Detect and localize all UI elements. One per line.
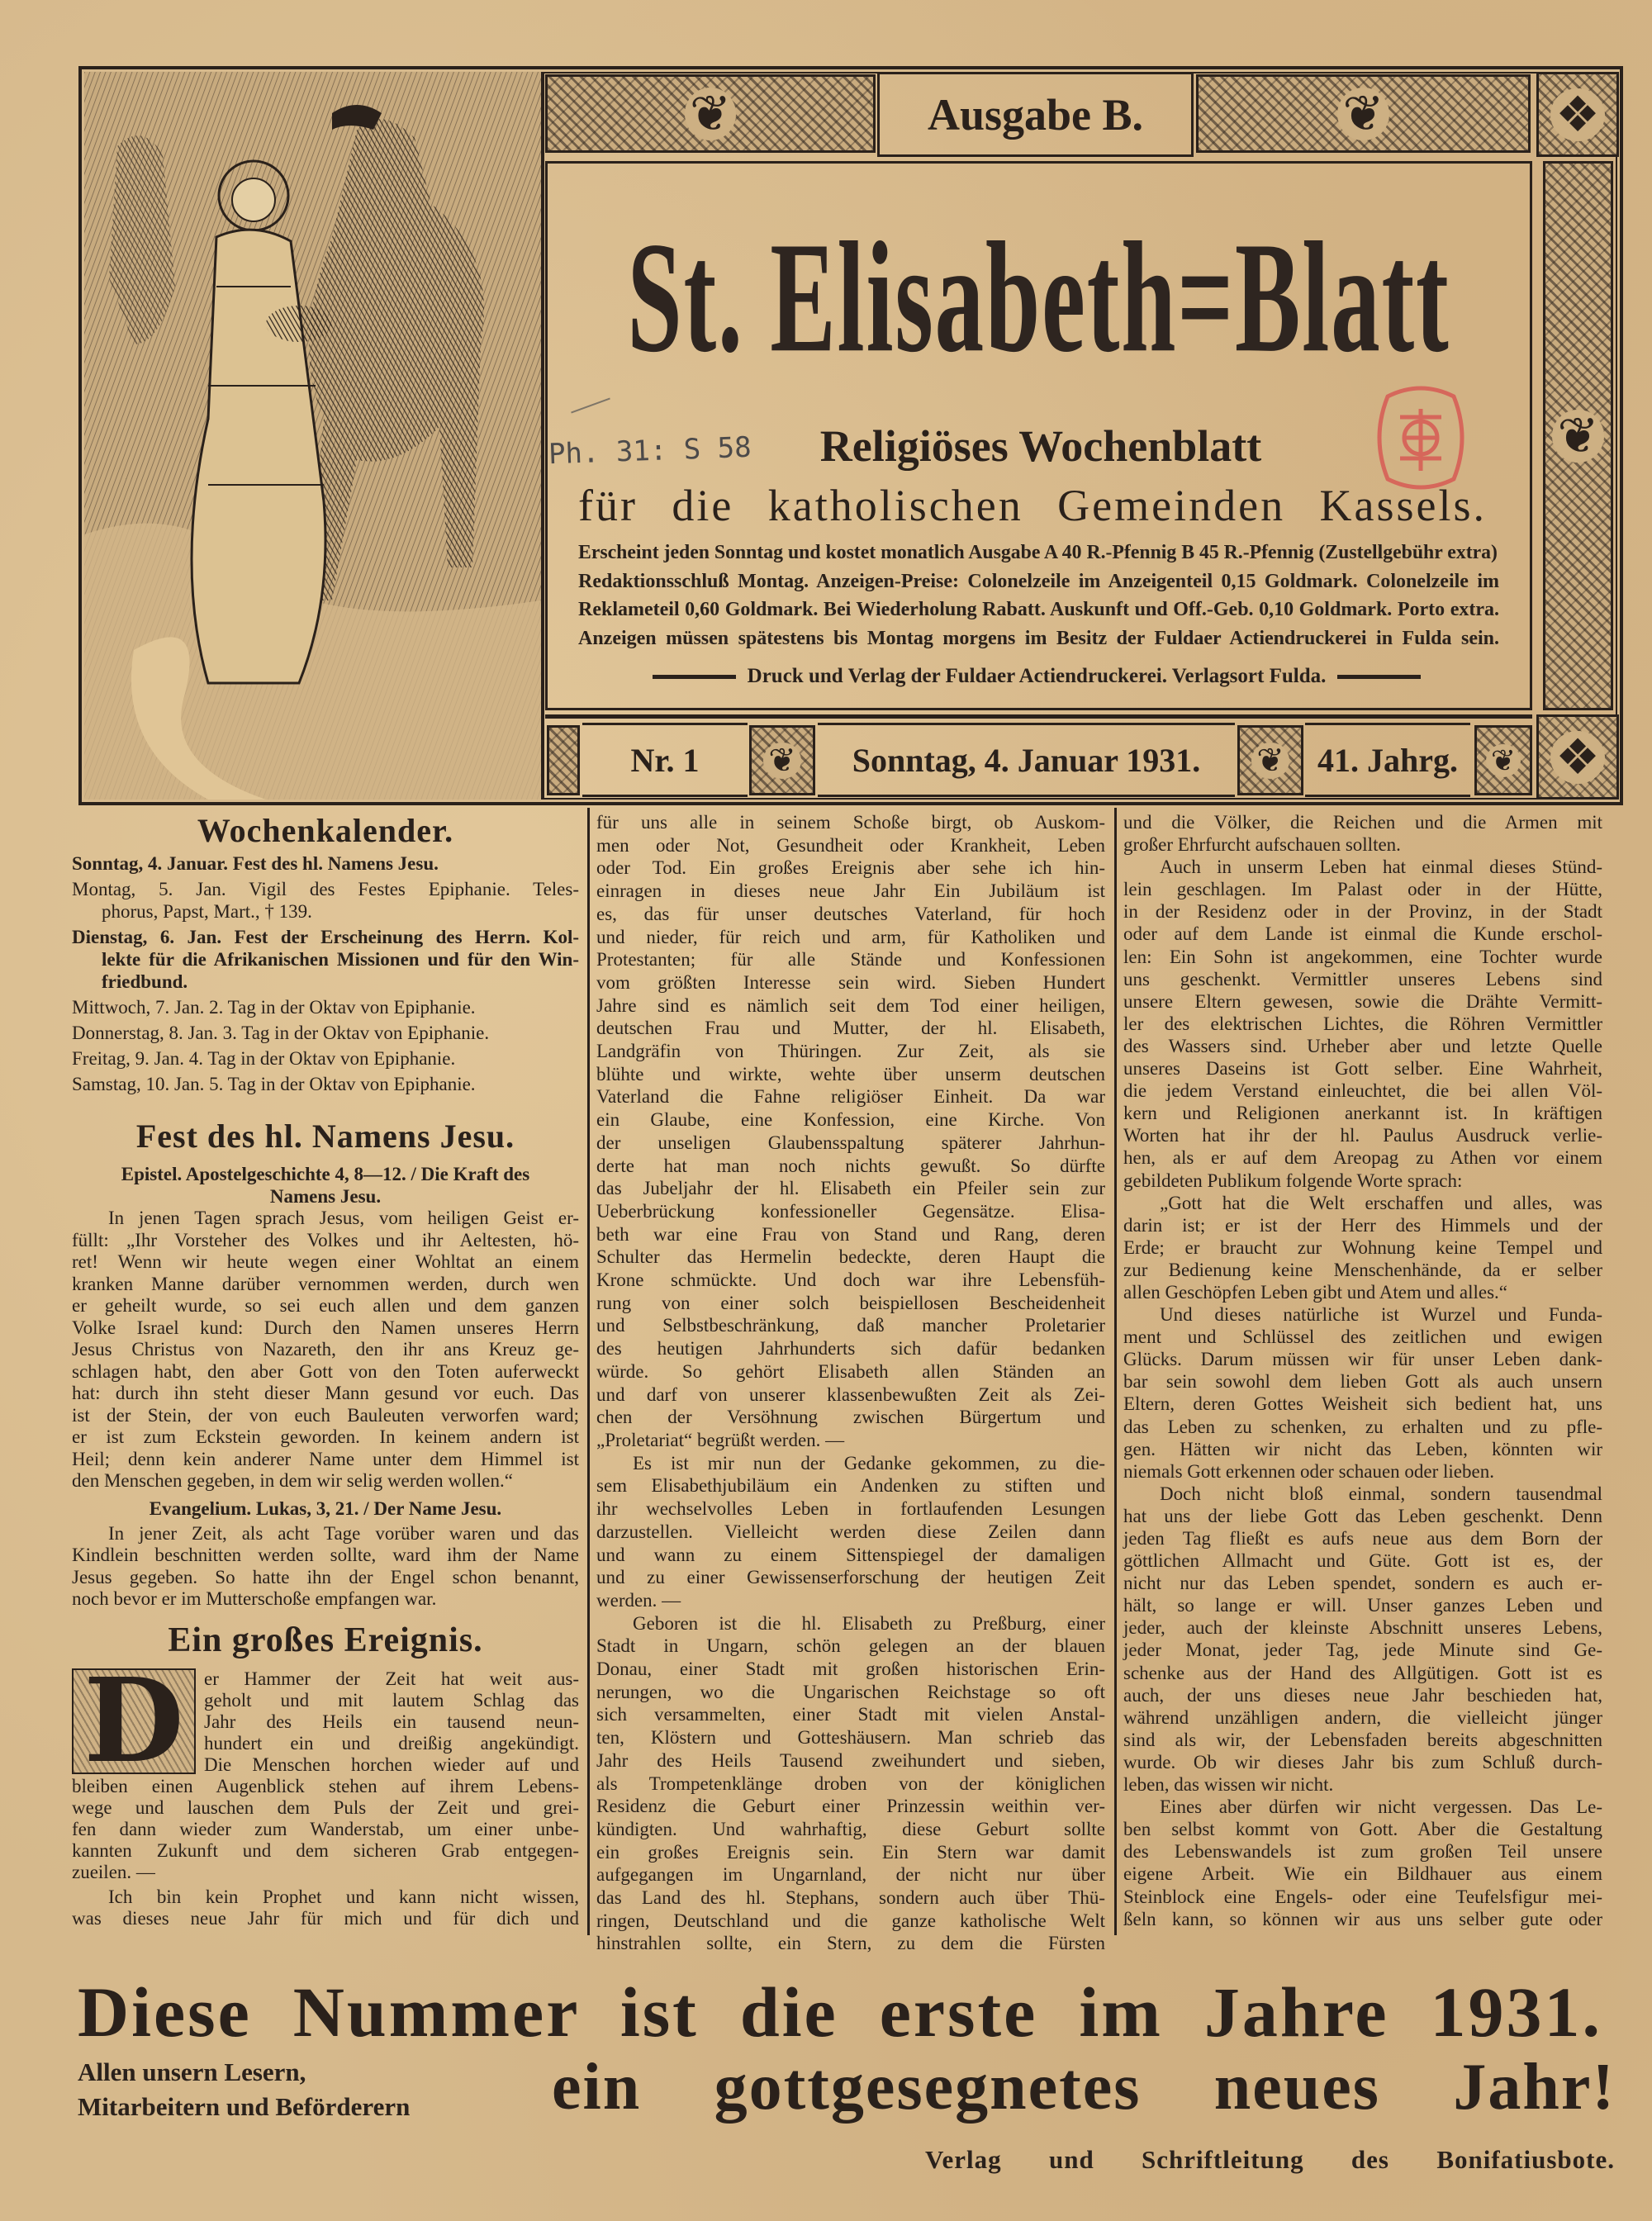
text-line: beth war eine Frau von Stand und Rang, deren [596,1223,1105,1245]
text-line: kern und Religionen anerkannt ist. In kräftigen [1123,1103,1602,1124]
text-line: des Lebenswandels ist zum großen Teil unsere [1123,1841,1602,1863]
text-line: len: Ein Sohn ist angekommen, eine Tochter wurde [1123,946,1602,967]
text-line: Doch nicht bloß einmal, sondern tausendmal [1160,1483,1602,1504]
text-line: eigene Arbeit. Wie ein Bildhauer aus einem [1123,1863,1602,1885]
calendar-entry [72,1047,579,1070]
printer-text: Druck und Verlag der Fuldaer Actiendruckerei. Verlagsort Fulda. [747,665,1327,687]
epistle-heading [72,1163,579,1208]
drop-cap-d [72,1654,196,1789]
text-line: er geheilt wurde, so sei euch allen und dem ganzen [72,1295,579,1316]
epistle-text [72,1208,579,1493]
text-line: In jenen Tagen sprach Jesus, vom heiligen Geist er- [108,1208,579,1228]
text-line: den Menschen gegeben, in dem wir selig werden wollen.“ [72,1470,513,1491]
text-line: In jener Zeit, als acht Tage vorüber waren und das [108,1522,579,1544]
text-line: einragen in dieses neue Jahr Ein Jubiläum ist [596,880,1105,902]
epistle-heading-line: Namens Jesu. [269,1186,382,1207]
text-line: phorus, Papst, Mart., † 139. [102,901,312,922]
text-line: noch bevor er im Mutterschoße empfangen war. [72,1588,437,1609]
text-line: Samstag, 10. Jan. 5. Tag in der Oktav von Epiphanie. [72,1074,476,1094]
column-2 [596,811,1105,1955]
gospel-text [72,1523,579,1611]
rule [1337,675,1421,679]
paragraph [1123,1192,1602,1303]
text-line: Volke Israel kund: Durch den Namen unseres Herrn [72,1317,579,1338]
text-line: Schulter das Hermelin bedeckte, deren Haupt die [596,1246,1105,1268]
text-line: er Hammer der Zeit hat weit aus- [204,1668,579,1689]
text-line: Jahr des Heils Tausend zweihundert und sieben, [596,1749,1105,1771]
text-line: niemals Gott erkennen oder schauen oder lieben. [1123,1460,1494,1482]
text-line: aufgegangen im Ungarnland, der nicht nur über [596,1864,1105,1886]
text-line: lein geschlagen. Im Palast oder in der Hütte, [1123,879,1602,900]
text-line: ler des elektrischen Lichtes, die Röhren Vermittler [1123,1013,1602,1034]
text-line: Glücks. Darum müssen wir für unser Leben dank- [1123,1349,1602,1370]
text-line: Landgräfin von Thüringen. Zur Zeit, als sie [596,1041,1105,1062]
text-line: werden. — [596,1589,681,1611]
text-line: göttlichen Allmacht und Güte. Gott ist es, der [1123,1550,1602,1572]
text-line: das Leben zu schenken, zu erhalten und zu pfle- [1123,1416,1602,1437]
text-line: Kindlein beschnitten werden sollte, ward ihm der Name [72,1545,579,1565]
text-line: Es ist mir nun der Gedanke gekommen, zu die- [633,1452,1105,1474]
text-line: Ich bin kein Prophet und kann nicht wissen, [108,1886,579,1907]
text-line: ten, Klöstern und Gotteshäusern. Man schrieb das [596,1727,1105,1749]
library-stamp-icon [1363,380,1479,496]
ornament-corner-bottom: ❖ [1536,714,1619,800]
text-line: darin ist; er ist der Herr des Himmels und der [1123,1214,1602,1236]
text-line: großer Ehrfurcht aufschauen sollten. [1123,834,1401,856]
paragraph [1123,856,1602,1191]
text-line: hen, als er auf dem Areopag zu Athen vor einem [1123,1147,1602,1169]
event-text-2 [72,1886,579,1929]
text-line: deutschen Frau und Mutter, der hl. Elisabeth, [596,1018,1105,1039]
text-line: sind als wir, der Lebensfaden bereits abgeschnitten [1123,1729,1602,1750]
event-heading: Ein großes Ereignis. [168,1621,483,1659]
publication-info [578,539,1499,653]
text-line: Eltern, deren Gottes Weisheit sich bedient hat, uns [1123,1393,1602,1415]
paragraph [1123,1483,1602,1796]
text-line: es, das für unser deutsches Vaterland, für hoch [596,903,1105,924]
text-line: ret! Wenn wir heute wegen einer Wohltat an einem [72,1251,579,1272]
text-line: wurde. Ob wir dieses Jahr bis zum Schluß durch- [1123,1751,1602,1773]
column-divider [587,808,590,1935]
text-line: derte hat man noch nichts gewußt. So dürfte [596,1155,1105,1176]
new-year-greeting: ein gottgesegnetes neues Jahr! [552,2051,1616,2124]
text-line: chen der Versöhnung zwischen Bürgertum und [596,1407,1105,1428]
text-line: Steinblock eine Engels- oder eine Teufelsfigur mei- [1123,1886,1602,1907]
masthead-illustration [84,72,544,800]
text-line: Eines aber dürfen wir nicht vergessen. Das Le- [1160,1796,1602,1818]
newspaper-title: St. Elisabeth=Blatt [627,208,1450,385]
text-line: während unzähligen andern, die vielleicht jünger [1123,1706,1602,1728]
event-section [72,1621,579,1929]
text-line: Dienstag, 6. Jan. Fest der Erscheinung des Herrn. Kol- [72,927,579,947]
text-line: schlagen habt, den aber Gott von den Toten auferweckt [72,1360,579,1382]
text-line: Donau, einer Stadt mit großen historischen Erin- [596,1659,1105,1680]
text-line: blühte und wirkte, wehte über unserm deutschen [596,1063,1105,1084]
text-line: ringen, Deutschland und die ganze katholische Welt [596,1910,1105,1931]
calendar-entry [72,1022,579,1044]
text-line: auch, der uns dieses neue Jahr beschieden hat, [1123,1684,1602,1706]
issue-number [582,723,748,797]
column-3 [1123,811,1602,1930]
issue-date-text: Sonntag, 4. Januar 1931. [852,741,1201,779]
text-line: geholt und mit lautem Schlag das [204,1690,579,1711]
printer-line [653,665,1421,688]
text-line: Jahre sind es nämlich seit dem Tod einer heiligen, [596,994,1105,1016]
text-line: und die Völker, die Reichen und die Armen mit [1123,812,1602,833]
text-line: er ist zum Eckstein geworden. In keinem andern ist [72,1426,579,1447]
text-line: Residenz die Geburt einer Prinzessin weithin ver- [596,1796,1105,1817]
paragraph [596,811,1105,1452]
text-line: kündigten. Und wahrhaftig, diese Geburt sollte [596,1818,1105,1839]
rule [653,675,736,679]
week-calendar [72,852,579,1095]
text-line: nerungen, wo die Ungarischen Reichstage so oft [596,1681,1105,1702]
text-line: „Gott hat die Welt erschaffen und alles, was [1160,1192,1602,1213]
text-line: jeder Monat, jeder Tag, jede Minute sind Ge- [1123,1640,1602,1661]
text-line: gen. Hätten wir nicht das Leben, könnten wir [1123,1438,1602,1459]
text-line: „Proletariat“ begrüßt werden. — [596,1429,845,1450]
text-line: lekte für die Afrikanischen Missionen und für den Win- [102,949,579,970]
subtitle: Religiöses Wochenblatt [819,421,1262,471]
info-line: Erscheint jeden Sonntag und kostet monatlich Ausgabe A 40 R.-Pfennig B 45 R.-Pfennig (Zustellgebühr extra) [578,542,1498,563]
text-line: kannten Zukunft und dem sicheren Grab entgegen- [72,1840,579,1861]
text-line: Heil; denn kein anderer Name unter dem Himmel ist [72,1448,579,1469]
greeting-left-line: Allen unsern Lesern, [78,2057,306,2086]
info-line: Reklameteil 0,60 Goldmark. Bei Wiederholung Rabatt. Auskunft und Off.-Geb. 0,10 Goldmark. Porto extra. [578,599,1499,620]
issue-date [818,723,1235,797]
text-line: friedbund. [102,971,188,992]
paragraph [596,1452,1105,1612]
text-line: allen Geschöpfen Leben gibt und Atem und alles.“ [1123,1281,1507,1303]
text-line: Donnerstag, 8. Jan. 3. Tag in der Oktav von Epiphanie. [72,1023,490,1043]
text-line: jeden Tag fließt es aufs neue aus dem Born der [1123,1528,1602,1549]
feast-heading: Fest des hl. Namens Jesu. [135,1118,515,1155]
subtitle-line2: für die katholischen Gemeinden Kassels. [578,481,1487,530]
text-line: und Selbstbeschränkung, daß mancher Proletarier [596,1315,1105,1336]
calendar-entry [72,926,579,993]
text-line: darzustellen. Vielleicht werden diese Zeilen dann [596,1521,1105,1542]
paragraph [1123,1303,1602,1483]
text-line: der unseligen Glaubensspaltung späterer Jahrhun- [596,1132,1105,1153]
text-line: als Trompetenklänge droben von der königlichen [596,1773,1105,1794]
text-line: Vaterland die Fahne religiöser Einheit. Da war [596,1086,1105,1108]
paragraph [1123,811,1602,856]
ornament-small: ❦ [1237,725,1303,795]
text-line: ein Glaube, eine Konfession, eine Kirche. Von [596,1109,1105,1131]
text-line: in der Residenz oder in der Provinz, in der Stadt [1123,901,1602,923]
text-line: bar sein sowohl dem lieben Gott als auch unsern [1123,1371,1602,1393]
st-elisabeth-engraving-image [84,72,541,800]
calendar-entry [72,852,579,875]
text-line: und darf von unserer klassenbewußten Zeit als Zei- [596,1383,1105,1405]
text-line: Montag, 5. Jan. Vigil des Festes Epiphanie. Teles- [72,879,579,899]
text-line: unsere Eltern gewesen, sowie die Drähte Vermitt- [1123,990,1602,1012]
text-line: Jesus Christus von Nazareth, den ihr ans Kreuz ge- [72,1339,579,1360]
info-line: Redaktionsschluß Montag. Anzeigen-Preise: Colonelzeile im Anzeigenteil 0,15 Goldmark. Colonelzeile im [578,570,1499,592]
ornament-band-left: ❦ [545,74,876,153]
volume-text: 41. Jahrg. [1317,741,1458,779]
text-line: Freitag, 9. Jan. 4. Tag in der Oktav von Epiphanie. [72,1048,456,1069]
feast-section [72,1117,579,1611]
signature: Verlag und Schriftleitung des Bonifatiusbote. [925,2145,1615,2174]
text-line: und nieder, für reich und arm, für Katholiken und [596,926,1105,947]
text-line: Worten hat ihr der hl. Paulus Ausdruck verlie- [1123,1125,1602,1146]
text-line: Protestanten; für alle Stände und Konfessionen [596,949,1105,971]
text-line: das Land des hl. Stephans, sondern auch über Thü- [596,1887,1105,1909]
column-divider [1114,808,1117,1935]
text-line: hinstrahlen sollte, ein Stern, zu dem die Fürsten [596,1933,1105,1954]
title-wrap [545,208,1532,385]
text-line: sich versammelten, einer Stadt mit vielen Anstal- [596,1704,1105,1725]
text-line: ben selbst kommt von Gott. Aber die Gestaltung [1123,1819,1602,1840]
text-line: hat: durch ihn steht dieser Mann gesund vor euch. Das [72,1383,579,1403]
text-line: Ueberbrückung konfessioneller Gegensätze. Elisa- [596,1200,1105,1222]
text-line: ment und Schlüssel des zeitlichen und ewigen [1123,1326,1602,1348]
text-line: rung von einer solch beispiellosen Bescheidenheit [596,1292,1105,1313]
ornament-small: ❦ [749,725,815,795]
edition-text: Ausgabe B. [927,89,1144,140]
epistle-heading-line: Epistel. Apostelgeschichte 4, 8—12. / Die Kraft des [121,1164,530,1184]
text-line: ist der Stein, der von euch Bauleuten verworfen ward; [72,1404,579,1426]
info-line: Anzeigen müssen spätestens bis Montag morgens im Besitz der Fuldaer Actiendruckerei in Fulda sein. [578,627,1499,649]
text-line: Jahr des Heils ein tausend neun- [204,1711,579,1732]
text-line: Die Menschen horchen wieder auf und [204,1754,579,1775]
text-line: des Wassers sind. Urheber aber und letzte Quelle [1123,1035,1602,1056]
ornament-corner-top: ❖ [1536,72,1619,157]
text-line: hat uns der liebe Gott das Leben geschenkt. Denn [1123,1505,1602,1526]
text-line: füllt: „Ihr Vorsteher des Volkes und ihr Aeltesten, hö- [72,1229,579,1250]
paragraph [1123,1796,1602,1930]
text-line: für uns alle in seinem Schoße birgt, ob Auskom- [596,812,1105,833]
text-line: oder Tod. Ein großes Ereignis aber sehe ich hin- [596,857,1105,879]
text-line: leben, das wissen wir nicht. [1123,1774,1334,1796]
column-1 [72,811,579,1099]
ornament-small: ❦ [1474,725,1532,795]
calendar-entry [72,878,579,923]
text-line: und wann zu einem Sittenspiegel der damaligen [596,1544,1105,1565]
ornament-band-right: ❦ [1196,74,1531,153]
event-text-beside-cap [204,1668,579,1776]
text-line: zur Bedienung keine Menschenhände, da er selber [1123,1259,1602,1280]
text-line: hält, so lange er will. Unser ganzes Leben und [1123,1595,1602,1616]
text-line: Stadt in Ungarn, schön gelegen an der blauen [596,1635,1105,1657]
gospel-heading: Evangelium. Lukas, 3, 21. / Der Name Jesu. [149,1497,502,1519]
greeting-left [78,2055,410,2124]
paragraph [596,1612,1105,1956]
text-line: Mittwoch, 7. Jan. 2. Tag in der Oktav von Epiphanie. [72,997,476,1018]
ornament-column-right: ❦ [1543,161,1613,710]
text-line: und zu einer Gewissenserforschung der heutigen Zeit [596,1567,1105,1588]
event-text [72,1776,579,1883]
text-line: des heutigen Jahrhunderts sich dafür bedanken [596,1338,1105,1360]
text-line: Jesus gegeben. So hatte ihn der Engel schon benannt, [72,1566,579,1587]
text-line: nicht nur das Leben spendet, sondern es auch er- [1123,1573,1602,1594]
text-line: uns geschenkt. Vermittler unseres Lebens sind [1123,968,1602,989]
text-line: unseres Daseins ist Gott selber. Eine Wahrheit, [1123,1058,1602,1080]
calendar-entry [72,1073,579,1095]
text-line: wege und lauschen dem Puls der Zeit und grei- [72,1797,579,1818]
text-line: schenke aus der Hand des Allgütigen. Gott ist es [1123,1662,1602,1683]
library-shelfmark: Ph. 31: S 58 [548,430,752,472]
text-line: zueilen. — [72,1862,155,1882]
volume [1305,723,1470,797]
issue-number-text: Nr. 1 [630,741,700,779]
text-line: gebildeten Publikum folgende Worte sprach: [1123,1170,1463,1191]
calendar-heading: Wochenkalender. [197,812,454,849]
text-line: ihr wechselvolles Leben in fortlaufenden Lesungen [596,1498,1105,1520]
calendar-entry [72,996,579,1018]
text-line: sem Elisabethjubiläum ein Andenken zu stiften und [596,1475,1105,1497]
text-line: würde. So gehört Elisabeth allen Ständen an [596,1360,1105,1382]
text-line: bleiben einen Augenblick stehen auf ihrem Lebens- [72,1776,579,1796]
ornament-small [547,725,580,795]
greeting-left-line: Mitarbeitern und Beförderern [78,2092,411,2121]
text-line: das Jubeljahr der hl. Elisabeth ein Pfeiler sein zur [596,1178,1105,1199]
text-line: hundert ein und dreißig angekündigt. [204,1733,579,1754]
text-line: Auch in unserm Leben hat einmal dieses Stünd- [1160,857,1602,878]
text-line: ein großes Ereignis sein. Ein Stern war damit [596,1841,1105,1863]
text-line: Sonntag, 4. Januar. Fest des hl. Namens Jesu. [72,853,439,874]
text-line: men oder Not, Gesundheit oder Krankheit, Leben [596,834,1105,856]
text-line: Krone schmückte. Und doch war ihre Lebensfüh- [596,1269,1105,1291]
text-line: ßeln kann, so können wir aus uns selber gute oder [1123,1908,1602,1929]
drop-cap-letter: D [83,1654,184,1789]
text-line: kranken Manne darüber vernommen werden, durch wen [72,1273,579,1294]
text-line: oder auf dem Lande ist einmal die Kunde erschol- [1123,923,1602,945]
text-line: fen dann wieder zum Wanderstab, um einer unbe- [72,1819,579,1839]
text-line: Und dieses natürliche ist Wurzel und Funda- [1160,1304,1602,1326]
text-line: was dieses neue Jahr für mich und für dich und [72,1908,579,1929]
text-line: vom größten Interesse sein wird. Sieben Hundert [596,971,1105,993]
new-year-headline: Diese Nummer ist die erste im Jahre 1931. [78,1972,1602,2052]
text-line: die jedem Verstand einleuchtet, die bei allen Völ- [1123,1080,1602,1102]
text-line: jeder, auch der kleinste Abschnitt unseres Lebens, [1123,1617,1602,1639]
text-line: Geboren ist die hl. Elisabeth zu Preßburg, einer [633,1612,1105,1634]
text-line: Erde; er braucht zur Wohnung keine Tempel und [1123,1236,1602,1258]
edition-label [877,72,1194,157]
